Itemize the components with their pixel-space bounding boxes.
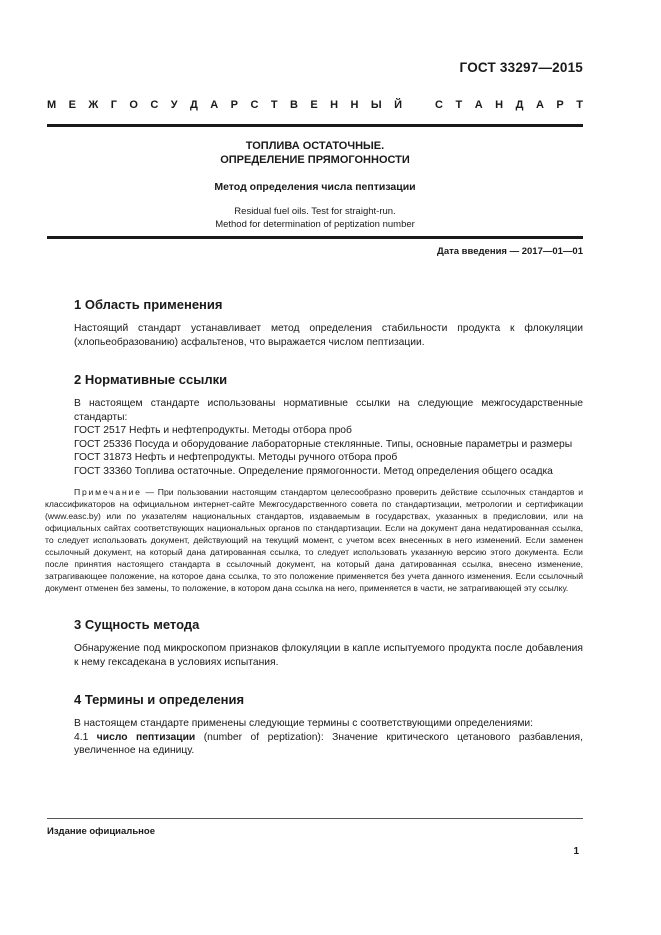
banner-letter: Е (68, 99, 76, 111)
term-name: число пептизации (96, 731, 196, 743)
english-title (47, 205, 583, 231)
banner-letter: Р (556, 99, 564, 111)
banner-word-standard (435, 99, 583, 111)
banner-letter: Д (515, 99, 524, 111)
banner-letter: Г (110, 99, 117, 111)
banner-letter: У (170, 99, 178, 111)
banner-letter: Й (394, 99, 402, 111)
term-definition: (number of peptization): Значение критического цетанового разбавления, увеличенное на единицу. (74, 731, 583, 756)
title-block (47, 139, 583, 231)
footer-rule (47, 818, 583, 819)
section-4-intro: В настоящем стандарте применены следующие термины с соответствующими определениями: (74, 718, 534, 729)
section-1-heading: 1 Область применения (74, 297, 223, 312)
banner-letter: В (289, 99, 298, 111)
method-title: Метод определения числа пептизации (214, 181, 416, 193)
title-line-2: ОПРЕДЕЛЕНИЕ ПРЯМОГОННОСТИ (220, 154, 410, 166)
banner-letter: Н (495, 99, 504, 111)
banner-letter: Т (455, 99, 463, 111)
section-1-text: Настоящий стандарт устанавливает метод определения стабильности продукта к флокуляции (хлопьеобразованию) асфальтенов, что выражается числом пептизации. (74, 323, 583, 348)
section-2-note (45, 486, 583, 594)
reference-item: ГОСТ 25336 Посуда и оборудование лабораторные стеклянные. Типы, основные параметры и размеры (74, 438, 573, 450)
edition-label: Издание официальное (47, 826, 155, 837)
banner-letter: А (474, 99, 483, 111)
english-title-line-1: Residual fuel oils. Test for straight-run. (234, 206, 396, 217)
note-text: — При пользовании настоящим стандартом целесообразно проверить действие ссылочных стандартов и классификаторов на официальном интернет-сайте Межгосударственного совета по стандартизации, метрологии и сертификации (www.easc.by) или по указателям национальных стандартов, издаваемым в государствах, указанных в предисловии, или на официальных сайтах соответствующих национальных органов по стандартизации. Если на документ дана недатированная ссылка, то следует использовать документ, действующий на текущий момент, с учетом всех внесенных в него изменений. Если заменен ссылочный документ, на который дана датированная ссылка, то следует использовать указанную версию этого документа. Если после принятия настоящего стандарта в ссылочный документ, на который дана датированная ссылка, внесено изменение, затрагивающее положение, на которое дана ссылка, то это положение применяется без учета данного изменения. Если ссылочный документ отменен без замены, то положение, в котором дана ссылка на него, применяется в части, не затрагивающей эту ссылку. (45, 487, 583, 593)
reference-item: ГОСТ 33360 Топлива остаточные. Определение прямогонности. Метод определения общего осадка (74, 465, 553, 477)
introduction-date: Дата введения — 2017—01—01 (437, 246, 583, 257)
banner-letter: Н (350, 99, 359, 111)
section-3-heading: 3 Сущность метода (74, 617, 200, 632)
term-number: 4.1 (74, 731, 97, 743)
banner-letter: Т (576, 99, 583, 111)
banner-letter: Ы (370, 99, 382, 111)
banner-letter: Н (330, 99, 339, 111)
reference-item: ГОСТ 31873 Нефть и нефтепродукты. Методы ручного отбора проб (74, 452, 398, 463)
banner-word-interstate (47, 99, 402, 111)
banner-letter: А (210, 99, 219, 111)
banner-letter: С (150, 99, 159, 111)
reference-item: ГОСТ 2517 Нефть и нефтепродукты. Методы отбора проб (74, 425, 352, 436)
interstate-standard-banner (47, 99, 583, 111)
top-rule (47, 124, 583, 127)
banner-letter: Е (310, 99, 318, 111)
title-line-1: ТОПЛИВА ОСТАТОЧНЫЕ. (245, 140, 385, 152)
banner-letter: С (250, 99, 259, 111)
banner-letter: М (47, 99, 57, 111)
term-4-1 (74, 731, 583, 758)
note-label: Примечание (74, 487, 142, 497)
content (45, 296, 583, 758)
banner-letter: Т (270, 99, 278, 111)
banner-letter: О (129, 99, 138, 111)
banner-letter: Ж (88, 99, 99, 111)
section-2-heading: 2 Нормативные ссылки (74, 372, 228, 387)
banner-letter: С (435, 99, 443, 111)
section-2-intro: В настоящем стандарте использованы нормативные ссылки на следующие межгосударственные стандарты: (74, 398, 583, 423)
gost-number: ГОСТ 33297—2015 (459, 60, 583, 75)
bottom-rule (47, 236, 583, 239)
banner-letter: А (535, 99, 544, 111)
banner-letter: Д (190, 99, 198, 111)
page-number: 1 (573, 846, 579, 857)
section-4-heading: 4 Термины и определения (74, 692, 245, 707)
section-3-text: Обнаружение под микроскопом признаков флокуляции в капле испытуемого продукта после добавления к нему гексадекана в условиях испытания. (74, 643, 583, 668)
banner-letter: Р (230, 99, 239, 111)
english-title-line-2: Method for determination of peptization number (215, 219, 415, 230)
